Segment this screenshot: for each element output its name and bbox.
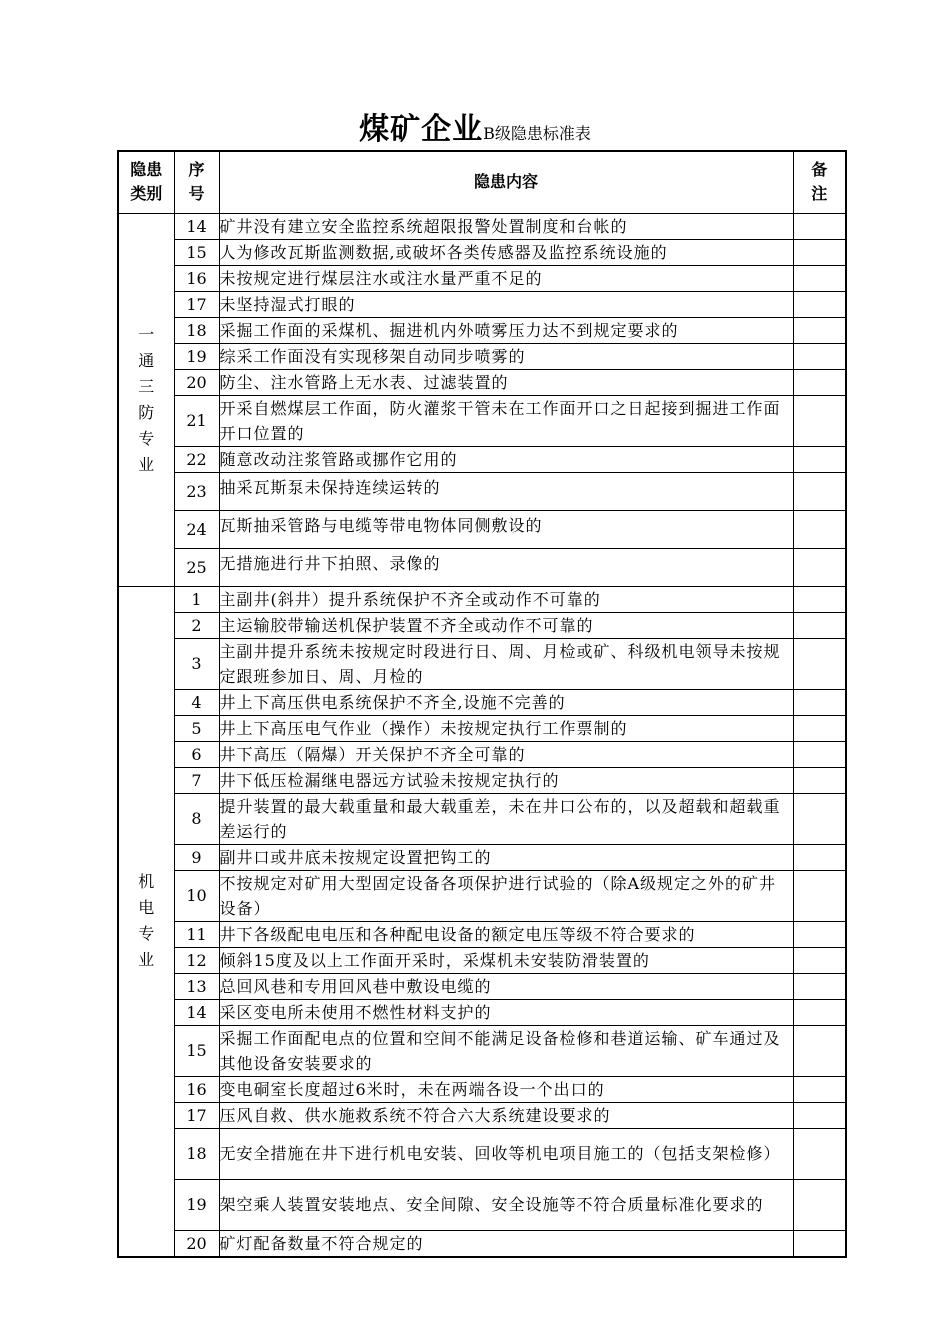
table-row <box>118 395 846 446</box>
row-remark <box>793 1076 846 1102</box>
row-remark <box>793 870 846 921</box>
row-content: 倾斜15度及以上工作面开采时，采煤机未安装防滑装置的 <box>219 947 793 973</box>
table-row <box>118 870 846 921</box>
row-number: 19 <box>174 343 219 369</box>
table-row <box>118 767 846 793</box>
row-content: 抽采瓦斯泵未保持连续运转的 <box>219 472 793 510</box>
row-remark <box>793 472 846 510</box>
row-remark <box>793 921 846 947</box>
row-content: 主副井(斜井）提升系统保护不齐全或动作不可靠的 <box>219 586 793 612</box>
row-content: 未按规定进行煤层注水或注水量严重不足的 <box>219 265 793 291</box>
row-content: 矿井没有建立安全监控系统超限报警处置制度和台帐的 <box>219 213 793 239</box>
row-remark <box>793 548 846 586</box>
row-number: 3 <box>174 638 219 689</box>
row-content: 井下高压（隔爆）开关保护不齐全可靠的 <box>219 741 793 767</box>
row-remark <box>793 638 846 689</box>
row-remark <box>793 947 846 973</box>
row-number: 8 <box>174 793 219 844</box>
table-row <box>118 343 846 369</box>
row-number: 20 <box>174 369 219 395</box>
page-title <box>0 104 950 148</box>
row-remark <box>793 844 846 870</box>
table-row <box>118 1230 846 1257</box>
row-content: 瓦斯抽采管路与电缆等带电物体同侧敷设的 <box>219 510 793 548</box>
row-number: 17 <box>174 291 219 317</box>
row-number: 23 <box>174 472 219 510</box>
row-content: 采掘工作面配电点的位置和空间不能满足设备检修和巷道运输、矿车通过及其他设备安装要求的 <box>219 1025 793 1076</box>
header-number: 序号 <box>174 151 219 213</box>
table-row <box>118 1076 846 1102</box>
table-row <box>118 369 846 395</box>
table-row <box>118 844 846 870</box>
row-remark <box>793 369 846 395</box>
row-content: 主副井提升系统未按规定时段进行日、周、月检或矿、科级机电领导未按规定跟班参加日、周、月检的 <box>219 638 793 689</box>
row-remark <box>793 586 846 612</box>
row-remark <box>793 239 846 265</box>
row-remark <box>793 715 846 741</box>
table-row <box>118 213 846 239</box>
category-cell: 一通三防专业 <box>118 213 174 586</box>
table-row <box>118 921 846 947</box>
row-content: 架空乘人装置安装地点、安全间隙、安全设施等不符合质量标准化要求的 <box>219 1179 793 1230</box>
row-number: 13 <box>174 973 219 999</box>
row-remark <box>793 291 846 317</box>
row-number: 16 <box>174 265 219 291</box>
table-header-row <box>118 151 846 213</box>
table-row <box>118 548 846 586</box>
table-row <box>118 715 846 741</box>
row-content: 不按规定对矿用大型固定设备各项保护进行试验的（除A级规定之外的矿井设备） <box>219 870 793 921</box>
row-number: 15 <box>174 1025 219 1076</box>
row-number: 21 <box>174 395 219 446</box>
row-number: 22 <box>174 446 219 472</box>
table-row <box>118 239 846 265</box>
table-row <box>118 472 846 510</box>
row-content: 副井口或井底未按规定设置把钩工的 <box>219 844 793 870</box>
header-content: 隐患内容 <box>219 151 793 213</box>
title-sub: B级隐患标准表 <box>483 124 591 143</box>
row-number: 5 <box>174 715 219 741</box>
row-number: 9 <box>174 844 219 870</box>
table-row <box>118 741 846 767</box>
row-number: 2 <box>174 612 219 638</box>
row-number: 12 <box>174 947 219 973</box>
row-number: 18 <box>174 1128 219 1179</box>
table-row <box>118 1179 846 1230</box>
row-number: 1 <box>174 586 219 612</box>
table-row <box>118 612 846 638</box>
row-number: 25 <box>174 548 219 586</box>
category-cell: 机电专业 <box>118 586 174 1257</box>
table-row <box>118 265 846 291</box>
table-row <box>118 689 846 715</box>
row-remark <box>793 793 846 844</box>
table-row <box>118 586 846 612</box>
hazard-table <box>117 150 847 1258</box>
row-content: 井上下高压电气作业（操作）未按规定执行工作票制的 <box>219 715 793 741</box>
row-number: 24 <box>174 510 219 548</box>
table-row <box>118 1128 846 1179</box>
table-row <box>118 638 846 689</box>
row-remark <box>793 343 846 369</box>
row-number: 18 <box>174 317 219 343</box>
title-main: 煤矿企业 <box>359 112 484 147</box>
row-number: 14 <box>174 999 219 1025</box>
row-remark <box>793 510 846 548</box>
row-content: 总回风巷和专用回风巷中敷设电缆的 <box>219 973 793 999</box>
row-remark <box>793 213 846 239</box>
table-row <box>118 291 846 317</box>
header-remarks: 备注 <box>793 151 846 213</box>
row-remark <box>793 689 846 715</box>
row-number: 11 <box>174 921 219 947</box>
row-remark <box>793 1128 846 1179</box>
row-remark <box>793 1179 846 1230</box>
table-row <box>118 446 846 472</box>
row-remark <box>793 999 846 1025</box>
row-remark <box>793 741 846 767</box>
row-remark <box>793 1025 846 1076</box>
row-remark <box>793 317 846 343</box>
table-row <box>118 1102 846 1128</box>
row-number: 20 <box>174 1230 219 1257</box>
row-number: 14 <box>174 213 219 239</box>
row-remark <box>793 973 846 999</box>
row-remark <box>793 612 846 638</box>
row-content: 压风自救、供水施救系统不符合六大系统建设要求的 <box>219 1102 793 1128</box>
row-content: 井下各级配电电压和各种配电设备的额定电压等级不符合要求的 <box>219 921 793 947</box>
row-content: 无安全措施在井下进行机电安装、回收等机电项目施工的（包括支架检修） <box>219 1128 793 1179</box>
table-row <box>118 510 846 548</box>
row-content: 采区变电所未使用不燃性材料支护的 <box>219 999 793 1025</box>
row-content: 综采工作面没有实现移架自动同步喷雾的 <box>219 343 793 369</box>
row-number: 15 <box>174 239 219 265</box>
row-remark <box>793 1102 846 1128</box>
row-content: 随意改动注浆管路或挪作它用的 <box>219 446 793 472</box>
row-number: 7 <box>174 767 219 793</box>
table-row <box>118 973 846 999</box>
table-row <box>118 793 846 844</box>
row-content: 井上下高压供电系统保护不齐全,设施不完善的 <box>219 689 793 715</box>
row-content: 人为修改瓦斯监测数据,或破坏各类传感器及监控系统设施的 <box>219 239 793 265</box>
table-row <box>118 317 846 343</box>
row-content: 变电硐室长度超过6米时，未在两端各设一个出口的 <box>219 1076 793 1102</box>
table-row <box>118 999 846 1025</box>
row-content: 井下低压检漏继电器远方试验未按规定执行的 <box>219 767 793 793</box>
row-remark <box>793 395 846 446</box>
row-content: 矿灯配备数量不符合规定的 <box>219 1230 793 1257</box>
row-content: 防尘、注水管路上无水表、过滤装置的 <box>219 369 793 395</box>
row-content: 未坚持湿式打眼的 <box>219 291 793 317</box>
row-remark <box>793 767 846 793</box>
row-number: 19 <box>174 1179 219 1230</box>
row-number: 10 <box>174 870 219 921</box>
table-row <box>118 1025 846 1076</box>
row-number: 4 <box>174 689 219 715</box>
row-remark <box>793 1230 846 1257</box>
row-number: 16 <box>174 1076 219 1102</box>
row-remark <box>793 265 846 291</box>
row-content: 主运输胶带输送机保护装置不齐全或动作不可靠的 <box>219 612 793 638</box>
row-content: 提升装置的最大载重量和最大载重差，未在井口公布的，以及超载和超载重差运行的 <box>219 793 793 844</box>
table-row <box>118 947 846 973</box>
row-content: 无措施进行井下拍照、录像的 <box>219 548 793 586</box>
row-content: 采掘工作面的采煤机、掘进机内外喷雾压力达不到规定要求的 <box>219 317 793 343</box>
row-remark <box>793 446 846 472</box>
row-content: 开采自燃煤层工作面，防火灌浆干管未在工作面开口之日起接到掘进工作面开口位置的 <box>219 395 793 446</box>
header-category: 隐患类别 <box>118 151 174 213</box>
row-number: 6 <box>174 741 219 767</box>
row-number: 17 <box>174 1102 219 1128</box>
